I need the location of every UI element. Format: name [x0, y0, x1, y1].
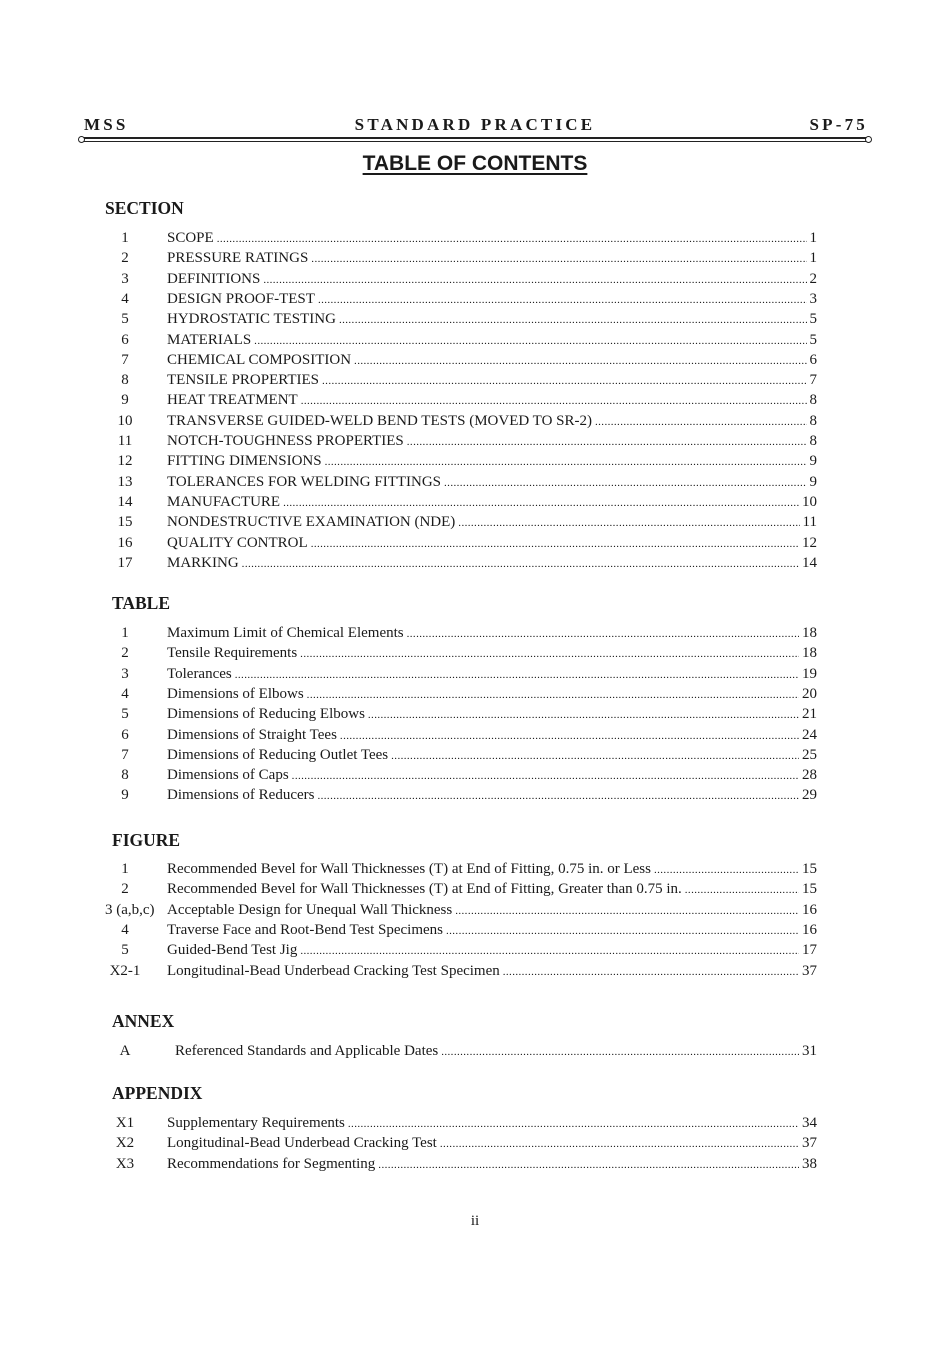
- entry-title: DESIGN PROOF-TEST: [167, 291, 315, 307]
- toc-entry[interactable]: [105, 1113, 817, 1133]
- entry-page-number: 9: [809, 453, 817, 469]
- toc-entry[interactable]: [105, 350, 817, 370]
- entry-page-number: 15: [802, 881, 817, 897]
- entry-page-number: 2: [809, 271, 817, 287]
- entry-title: QUALITY CONTROL: [167, 535, 308, 551]
- dot-leader: [378, 1154, 799, 1175]
- entry-page-number: 1: [809, 230, 817, 246]
- dot-leader: [407, 431, 807, 452]
- entry-number: X1: [115, 1115, 135, 1131]
- entry-number: 2: [121, 645, 129, 661]
- toc-entry[interactable]: [105, 1154, 817, 1174]
- dot-leader: [242, 553, 799, 574]
- toc-entry[interactable]: [105, 289, 817, 309]
- entry-title: NONDESTRUCTIVE EXAMINATION (NDE): [167, 514, 456, 530]
- entry-number: 1: [121, 861, 129, 877]
- entry-page-number: 16: [802, 902, 817, 918]
- entry-line: [167, 553, 817, 574]
- entry-line: [167, 879, 817, 900]
- entry-number: 2: [121, 881, 129, 897]
- dot-leader: [292, 765, 799, 786]
- entry-number: 15: [117, 514, 133, 530]
- toc-entry[interactable]: [105, 553, 817, 573]
- toc-entry[interactable]: [105, 411, 817, 431]
- entry-line: [167, 411, 817, 432]
- entry-line: [167, 350, 817, 371]
- entry-title: NOTCH-TOUGHNESS PROPERTIES: [167, 433, 404, 449]
- toc-entry[interactable]: [105, 309, 817, 329]
- entry-number: 14: [117, 494, 133, 510]
- entry-page-number: 7: [809, 372, 817, 388]
- section-heading-section: SECTION: [105, 198, 184, 218]
- entry-title: MATERIALS: [167, 332, 252, 348]
- entry-number: A: [119, 1043, 131, 1059]
- entry-title: SCOPE: [167, 230, 214, 246]
- entry-number: 3: [121, 271, 129, 287]
- entry-title: Traverse Face and Root-Bend Test Specimens: [167, 922, 443, 938]
- page-number: ii: [470, 1213, 480, 1229]
- entry-line: [167, 330, 817, 351]
- dot-leader: [685, 879, 799, 900]
- entry-line: [167, 309, 817, 330]
- toc-entry[interactable]: [105, 684, 817, 704]
- dot-leader: [440, 1133, 799, 1154]
- toc-entry[interactable]: [105, 512, 817, 532]
- entry-title: Dimensions of Elbows: [167, 686, 304, 702]
- entry-page-number: 38: [802, 1156, 817, 1172]
- dot-leader: [317, 785, 799, 806]
- entry-line: [167, 940, 817, 961]
- entry-page-number: 10: [802, 494, 817, 510]
- dot-leader: [311, 248, 806, 269]
- entry-page-number: 8: [809, 413, 817, 429]
- dot-leader: [340, 725, 799, 746]
- entry-title: CHEMICAL COMPOSITION: [167, 352, 352, 368]
- rule-end-ornament: [78, 136, 85, 143]
- entry-number: 3 (a,b,c): [105, 902, 155, 918]
- entry-line: [167, 269, 817, 290]
- entry-line: [167, 472, 817, 493]
- entry-page-number: 18: [802, 625, 817, 641]
- toc-entry[interactable]: [105, 704, 817, 724]
- section-heading-appendix: APPENDIX: [112, 1083, 203, 1103]
- dot-leader: [254, 330, 806, 351]
- entry-number: 10: [117, 413, 133, 429]
- toc-entry[interactable]: [105, 725, 817, 745]
- dot-leader: [301, 390, 807, 411]
- toc-entry[interactable]: [105, 330, 817, 350]
- entry-title: Acceptable Design for Unequal Wall Thickness: [167, 902, 453, 918]
- dot-leader: [446, 920, 799, 941]
- entry-line: [167, 533, 817, 554]
- entry-page-number: 11: [802, 514, 817, 530]
- toc-entry[interactable]: [105, 900, 817, 920]
- entry-number: 12: [117, 453, 133, 469]
- entry-title: PRESSURE RATINGS: [167, 250, 309, 266]
- entry-line: [167, 1154, 817, 1175]
- dot-leader: [307, 684, 799, 705]
- entry-title: Dimensions of Caps: [167, 767, 289, 783]
- entry-title: Longitudinal-Bead Underbead Cracking Test Specimen: [167, 963, 500, 979]
- dot-leader: [391, 745, 799, 766]
- dot-leader: [441, 1041, 799, 1062]
- entry-title: HEAT TREATMENT: [167, 392, 298, 408]
- entry-number: 5: [121, 311, 129, 327]
- toc-entry[interactable]: [105, 248, 817, 268]
- toc-entry[interactable]: [105, 451, 817, 471]
- entry-title: DEFINITIONS: [167, 271, 261, 287]
- entry-page-number: 16: [802, 922, 817, 938]
- entry-page-number: 5: [809, 311, 817, 327]
- toc-entry[interactable]: [105, 940, 817, 960]
- entry-line: [167, 431, 817, 452]
- entry-title: Maximum Limit of Chemical Elements: [167, 625, 404, 641]
- entry-line: [167, 370, 817, 391]
- entry-title: Tolerances: [167, 666, 232, 682]
- dot-leader: [318, 289, 807, 310]
- entry-page-number: 34: [802, 1115, 817, 1131]
- entry-number: 2: [121, 250, 129, 266]
- entry-number: 9: [121, 392, 129, 408]
- entry-line: [167, 745, 817, 766]
- entry-line: [167, 643, 817, 664]
- entry-line: [167, 1133, 817, 1154]
- entry-number: 8: [121, 767, 129, 783]
- toc-entry[interactable]: [105, 1133, 817, 1153]
- entry-page-number: 19: [802, 666, 817, 682]
- entry-number: 13: [117, 474, 133, 490]
- entry-title: Guided-Bend Test Jig: [167, 942, 298, 958]
- entry-line: [167, 512, 817, 533]
- entry-page-number: 8: [809, 392, 817, 408]
- entry-line: [167, 785, 817, 806]
- dot-leader: [235, 664, 799, 685]
- dot-leader: [503, 961, 799, 982]
- entry-number: 16: [117, 535, 133, 551]
- entry-number: 4: [121, 922, 129, 938]
- entry-page-number: 20: [802, 686, 817, 702]
- entry-line: [175, 1041, 817, 1062]
- entry-page-number: 24: [802, 727, 817, 743]
- toc-entry[interactable]: [105, 370, 817, 390]
- entry-number: 11: [117, 433, 133, 449]
- dot-leader: [407, 623, 799, 644]
- entry-title: MANUFACTURE: [167, 494, 281, 510]
- toc-entry[interactable]: [105, 785, 817, 805]
- entry-title: Dimensions of Reducing Outlet Tees: [167, 747, 389, 763]
- header-doc-type: STANDARD PRACTICE: [354, 115, 596, 134]
- toc-entry[interactable]: [105, 879, 817, 899]
- dot-leader: [654, 859, 799, 880]
- entry-number: 17: [117, 555, 133, 571]
- entry-number: X2-1: [109, 963, 141, 979]
- dot-leader: [263, 269, 806, 290]
- entry-number: 1: [121, 625, 129, 641]
- entry-title: Referenced Standards and Applicable Dates: [175, 1043, 439, 1059]
- entry-title: FITTING DIMENSIONS: [167, 453, 322, 469]
- entry-title: Recommendations for Segmenting: [167, 1156, 376, 1172]
- header-rule: [82, 137, 868, 139]
- running-header: [82, 112, 868, 142]
- dot-leader: [300, 643, 799, 664]
- entry-number: 1: [121, 230, 129, 246]
- toc-entry[interactable]: [105, 920, 817, 940]
- section-heading-table: TABLE: [112, 593, 171, 613]
- entry-line: [167, 492, 817, 513]
- dot-leader: [339, 309, 807, 330]
- dot-leader: [458, 512, 799, 533]
- entry-title: Tensile Requirements: [167, 645, 298, 661]
- toc-entry[interactable]: [105, 472, 817, 492]
- entry-number: X3: [115, 1156, 135, 1172]
- toc-entry[interactable]: [105, 492, 817, 512]
- entry-number: 5: [121, 942, 129, 958]
- entry-line: [167, 289, 817, 310]
- toc-entry[interactable]: [105, 664, 817, 684]
- entry-number: 7: [121, 747, 129, 763]
- entry-title: TOLERANCES FOR WELDING FITTINGS: [167, 474, 442, 490]
- entry-page-number: 17: [802, 942, 817, 958]
- header-org: MSS: [84, 115, 129, 134]
- dot-leader: [444, 472, 806, 493]
- entry-line: [167, 859, 817, 880]
- entry-page-number: 21: [802, 706, 817, 722]
- entry-page-number: 6: [809, 352, 817, 368]
- dot-leader: [300, 940, 799, 961]
- entry-page-number: 9: [809, 474, 817, 490]
- entry-number: X2: [115, 1135, 135, 1151]
- dot-leader: [283, 492, 799, 513]
- dot-leader: [455, 900, 799, 921]
- entry-line: [167, 248, 817, 269]
- entry-title: MARKING: [167, 555, 239, 571]
- dot-leader: [325, 451, 807, 472]
- entry-page-number: 1: [809, 250, 817, 266]
- entry-number: 4: [121, 291, 129, 307]
- entry-title: Recommended Bevel for Wall Thicknesses (T) at End of Fitting, 0.75 in. or Less: [167, 861, 651, 877]
- entry-title: TENSILE PROPERTIES: [167, 372, 320, 388]
- entry-page-number: 8: [809, 433, 817, 449]
- toc-entry[interactable]: [105, 745, 817, 765]
- dot-leader: [348, 1113, 799, 1134]
- dot-leader: [368, 704, 799, 725]
- rule-end-ornament: [865, 136, 872, 143]
- toc-entry[interactable]: [105, 390, 817, 410]
- entry-line: [167, 961, 817, 982]
- entry-title: Dimensions of Reducers: [167, 787, 315, 803]
- entry-page-number: 37: [802, 1135, 817, 1151]
- entry-title: Dimensions of Reducing Elbows: [167, 706, 365, 722]
- entry-line: [167, 725, 817, 746]
- entry-number: 4: [121, 686, 129, 702]
- entry-line: [167, 920, 817, 941]
- entry-line: [167, 664, 817, 685]
- entry-page-number: 25: [802, 747, 817, 763]
- entry-title: HYDROSTATIC TESTING: [167, 311, 336, 327]
- entry-line: [167, 765, 817, 786]
- entry-line: [167, 390, 817, 411]
- entry-number: 8: [121, 372, 129, 388]
- section-heading-annex: ANNEX: [112, 1011, 175, 1031]
- toc-entry[interactable]: [105, 623, 817, 643]
- entry-title: Longitudinal-Bead Underbead Cracking Test: [167, 1135, 437, 1151]
- entry-page-number: 12: [802, 535, 817, 551]
- entry-number: 9: [121, 787, 129, 803]
- toc-entry[interactable]: [105, 765, 817, 785]
- entry-page-number: 3: [809, 291, 817, 307]
- entry-page-number: 5: [809, 332, 817, 348]
- entry-number: 3: [121, 666, 129, 682]
- entry-line: [167, 684, 817, 705]
- toc-entry[interactable]: [105, 269, 817, 289]
- toc-entry[interactable]: [105, 431, 817, 451]
- entry-number: 6: [121, 727, 129, 743]
- toc-entry[interactable]: [105, 961, 817, 981]
- entry-title: Recommended Bevel for Wall Thicknesses (T) at End of Fitting, Greater than 0.75 in.: [167, 881, 682, 897]
- page-title: TABLE OF CONTENTS: [362, 152, 588, 175]
- entry-line: [167, 451, 817, 472]
- entry-line: [167, 228, 817, 249]
- entry-number: 5: [121, 706, 129, 722]
- entry-title: Dimensions of Straight Tees: [167, 727, 337, 743]
- entry-line: [167, 623, 817, 644]
- entry-title: Supplementary Requirements: [167, 1115, 345, 1131]
- toc-entry[interactable]: [105, 1041, 817, 1061]
- entry-page-number: 37: [802, 963, 817, 979]
- toc-entry[interactable]: [105, 643, 817, 663]
- entry-title: TRANSVERSE GUIDED-WELD BEND TESTS (MOVED TO SR-2): [167, 413, 592, 429]
- header-doc-code: SP-75: [809, 115, 868, 134]
- dot-leader: [595, 411, 807, 432]
- dot-leader: [311, 533, 799, 554]
- toc-entry[interactable]: [105, 859, 817, 879]
- entry-page-number: 15: [802, 861, 817, 877]
- entry-page-number: 28: [802, 767, 817, 783]
- toc-entry[interactable]: [105, 228, 817, 248]
- entry-page-number: 29: [802, 787, 817, 803]
- entry-line: [167, 900, 817, 921]
- entry-page-number: 18: [802, 645, 817, 661]
- entry-number: 6: [121, 332, 129, 348]
- header-rule-thin: [82, 141, 868, 142]
- entry-page-number: 14: [802, 555, 817, 571]
- dot-leader: [322, 370, 806, 391]
- dot-leader: [217, 228, 807, 249]
- section-heading-figure: FIGURE: [112, 830, 181, 850]
- entry-line: [167, 704, 817, 725]
- dot-leader: [354, 350, 806, 371]
- toc-entry[interactable]: [105, 533, 817, 553]
- entry-number: 7: [121, 352, 129, 368]
- entry-page-number: 31: [802, 1043, 817, 1059]
- entry-line: [167, 1113, 817, 1134]
